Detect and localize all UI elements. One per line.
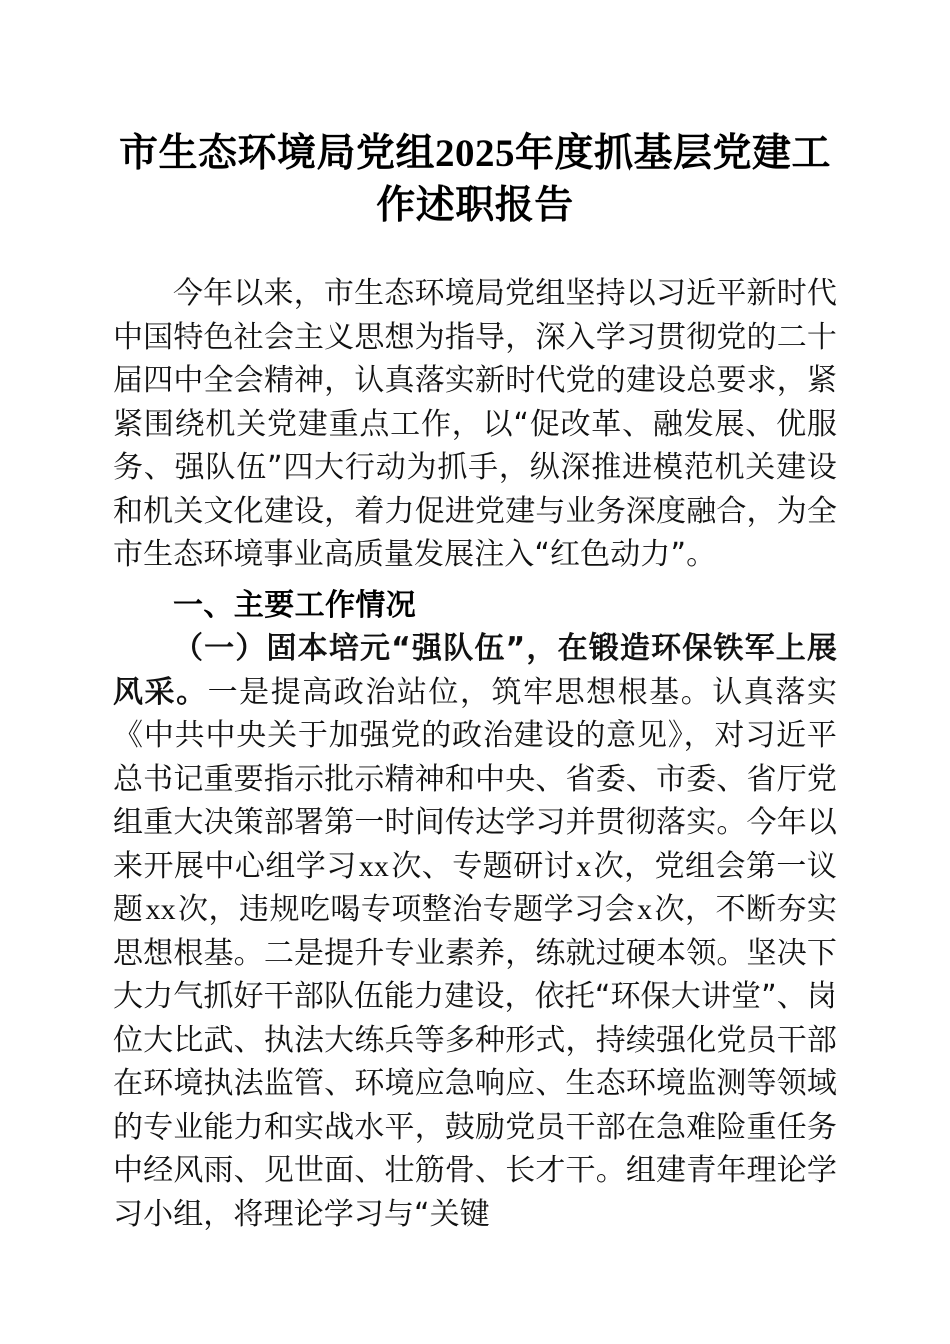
heading-section-one: 一、主要工作情况 — [173, 587, 417, 623]
paragraph-subsection-one — [113, 627, 837, 1236]
subsection-one-text-part-3: 次，党组会第一议题 — [113, 848, 837, 927]
placeholder-count-1: xx — [358, 849, 389, 883]
placeholder-count-3: xx — [145, 893, 176, 926]
subsection-one-text-part-4: 次，违规吃喝专项整治专题学习会 — [177, 892, 636, 927]
page-title: 市生态环境局党组2025年度抓基层党建工作述职报告 — [118, 132, 831, 227]
subsection-one-lead: （一）固本培元“强队伍”，在锻造环保铁军上展风采。 — [113, 631, 837, 710]
subsection-one-text-part-1: 一是提高政治站位，筑牢思想根基。认真落实《中共中央关于加强党的政治建设的意见》，对习近平总书记重要指示批示精神和中央、省委、市委、省厅党组重大决策部署第一时间传达学习并贯彻落实。今年以来开展中心组学习 — [113, 674, 837, 884]
subsection-one-text-part-5: 次，不断夯实思想根基。二是提升专业素养，练就过硬本领。坚决下大力气抓好干部队伍能力建设，依托“环保大讲堂”、岗位大比武、执法大练兵等多种形式，持续强化党员干部在环境执法监管、环境应急响应、生态环境监测等领域的专业能力和实战水平，鼓励党员干部在急难险重任务中经风雨、见世面、壮筋骨、长才干。组建青年理论学习小组，将理论学习与“关键 — [113, 892, 837, 1232]
document-body — [113, 0, 837, 1236]
placeholder-count-2: x — [576, 849, 592, 883]
placeholder-count-4: x — [637, 893, 653, 926]
subsection-one-text-part-2: 次、专题研讨 — [390, 848, 575, 884]
paragraph-opening: 今年以来，市生态环境局党组坚持以习近平新时代中国特色社会主义思想为指导，深入学习贯彻党的二十届四中全会精神，认真落实新时代党的建设总要求，紧紧围绕机关党建重点工作，以“促改革、融发展、优服务、强队伍”四大行动为抓手，纵深推进模范机关建设和机关文化建设，着力促进党建与业务深度融合，为全市生态环境事业高质量发展注入“红色动力”。 — [113, 276, 837, 572]
